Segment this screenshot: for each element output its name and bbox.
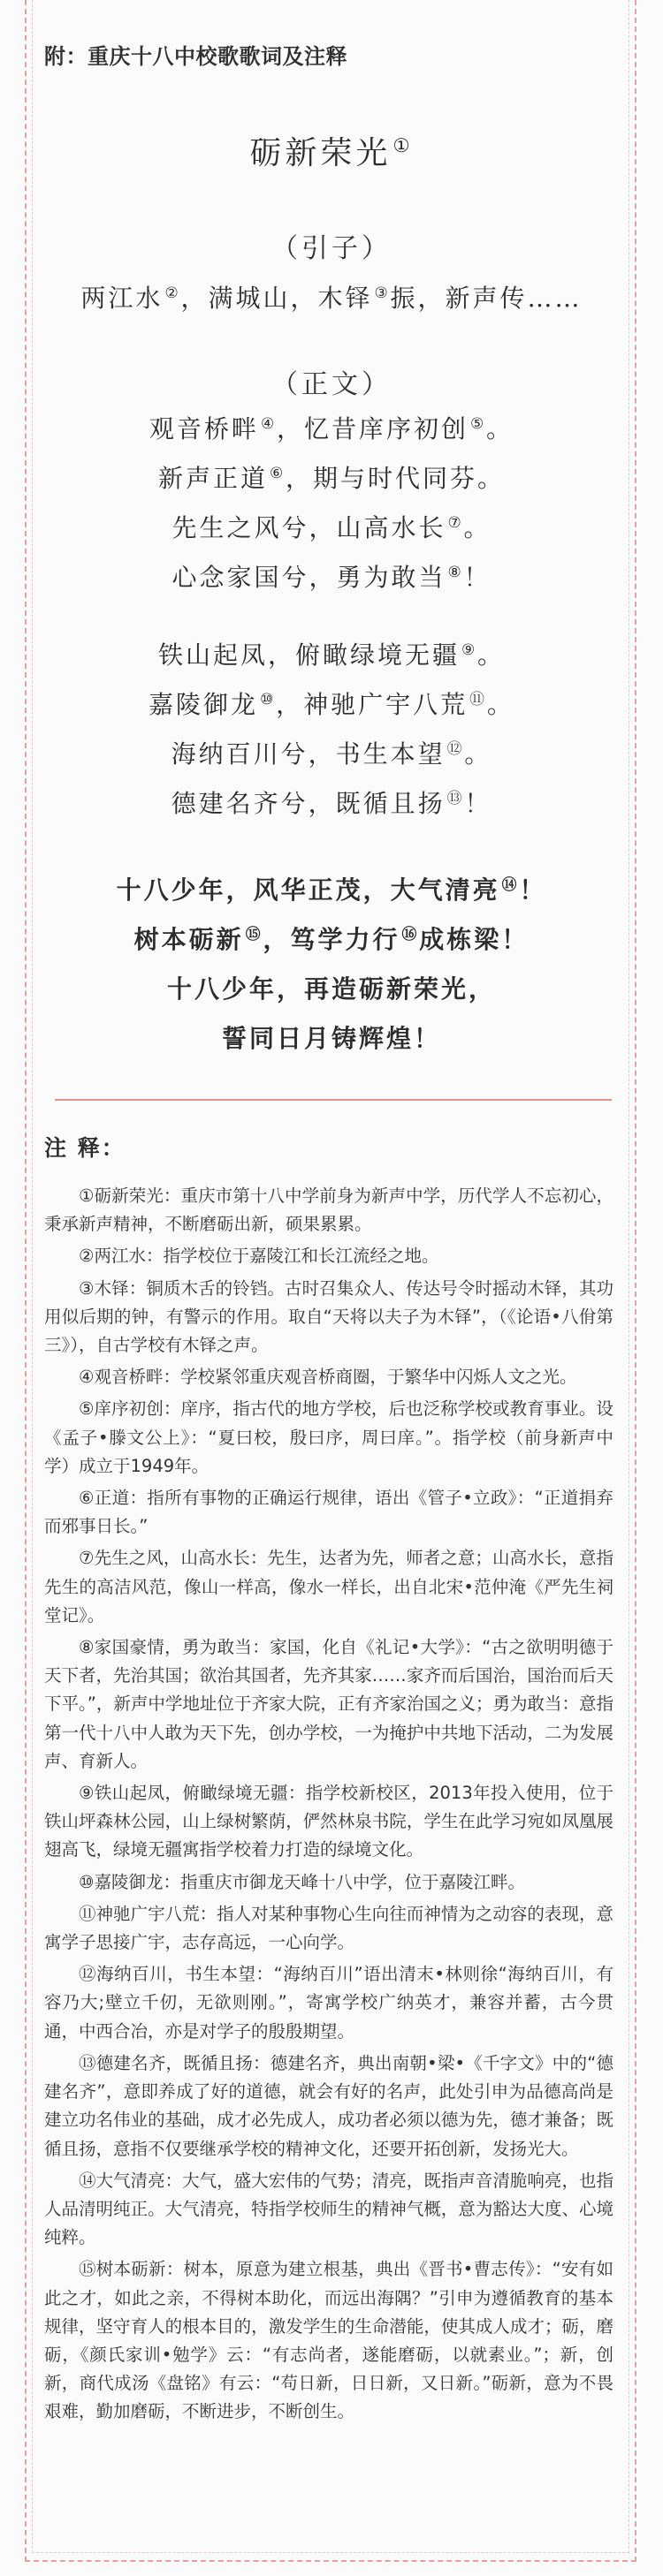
footnote-mark: ⑥ — [269, 463, 286, 481]
note-item: ⑩嘉陵御龙：指重庆市御龙天峰十八中学，位于嘉陵江畔。 — [79, 1871, 525, 1892]
note-item: ⑪神驰广宇八荒：指人对某种事物心生向往而神情为之动容的表现，意寓学子思接广宇，志存高远，一心向学。 — [44, 1903, 613, 1953]
lyric-text: 十八少年，再造砺新荣光， — [166, 974, 496, 1004]
intro-line — [44, 274, 619, 323]
lyric-text: 嘉陵御龙 — [149, 690, 259, 719]
stanza-1 — [44, 405, 619, 602]
lyric-line — [44, 730, 619, 779]
lyric-text: 海纳百川兮，书生本望 — [171, 739, 446, 769]
footnote-mark: ⑨ — [461, 640, 478, 658]
lyric-line — [44, 631, 619, 680]
lyric-text: 。 — [486, 690, 514, 719]
lyric-text: ，满城山，木铎 — [180, 284, 373, 313]
lyric-text: ！ — [464, 789, 492, 818]
lyric-text: 两江水 — [80, 284, 164, 313]
note-item: ④观音桥畔：学校紧邻重庆观音桥商圈，于繁华中闪烁人文之光。 — [79, 1367, 577, 1388]
document-content — [44, 0, 619, 2430]
lyric-text: ，期与时代同芬。 — [286, 464, 506, 493]
footnote-mark: ⑤ — [470, 413, 487, 432]
note-item: ①砺新荣光：重庆市第十八中学前身为新声中学，历代学人不忘初心，秉承新声精神，不断磨砺出新，硕果累累。 — [44, 1186, 613, 1235]
footnote-mark: ⑦ — [447, 512, 464, 531]
lyric-text: 。 — [463, 513, 492, 542]
lyric-line — [44, 866, 619, 915]
lyric-text: ，忆昔庠序初创 — [276, 414, 469, 443]
footnote-mark: ⑭ — [501, 875, 520, 893]
note-item: ⑨铁山起凤，俯瞰绿境无疆：指学校新校区，2013年投入使用，位于铁山坪森林公园，山上绿树繁荫，俨然林泉书院，学生在此学习宛如凤凰展翅高飞，绿境无疆寓指学校着力打造的绿境文化。 — [44, 1783, 613, 1860]
lyric-text: ！ — [463, 563, 492, 592]
note-item: ⑧家国豪情，勇为敢当：家国，化自《礼记•大学》：“古之欲明明德于天下者，先治其国；欲治其国者，先齐其家……家齐而后国治，国治而后天下平。”，新声中学地址位于齐家大院，正有齐家治国之义；勇为敢当：意指第一代十八中人敢为天下先，创办学校，一为掩护中共地下活动，二为发展声、育新人。 — [44, 1637, 613, 1771]
lyric-text: 心念家国兮，勇为敢当 — [171, 563, 446, 592]
footnote-mark: ① — [392, 135, 414, 157]
song-title — [44, 128, 619, 173]
lyric-text: 成栋梁！ — [419, 925, 530, 954]
lyric-text: 。 — [464, 739, 492, 769]
footnote-mark: ⑧ — [447, 562, 464, 580]
main-heading: （正文） — [271, 369, 392, 400]
note-item: ⑥正道：指所有事物的正确运行规律，语出《管子•立政》：“正道捐弃而邪事日长。” — [44, 1488, 613, 1537]
intro-heading: （引子） — [271, 233, 392, 264]
lyric-text: ，笃学力行 — [263, 925, 400, 954]
lyric-line — [44, 915, 619, 965]
header-note: 附：重庆十八中校歌歌词及注释 — [44, 44, 347, 69]
note-item: ⑬德建名齐，既循且扬：德建名齐，典出南朝•梁•《千字文》中的“德建名齐”，意即养成了好的道德，就会有好的名声，此处引申为品德高尚是建立功名伟业的基础，成才必先成人，成功者必须以德为先，德才兼备；既循且扬，意指不仅要继承学校的精神文化，还要开拓创新，发扬光大。 — [44, 2052, 613, 2159]
stanza-2 — [44, 631, 619, 829]
lyric-text: 十八少年，风华正茂，大气清亮 — [116, 875, 500, 905]
stanza-3 — [44, 866, 619, 1064]
lyric-line — [44, 779, 619, 829]
note-item: ⑭大气清亮：大气，盛大宏伟的气势；清亮，既指声音清脆响亮，也指人品清明纯正。大气清亮，特指学校师生的精神气概，意为豁达大度、心境纯粹。 — [44, 2170, 613, 2248]
note-item: ⑤庠序初创：庠序，指古代的地方学校，后也泛称学校或教育事业。设《孟子•滕文公上》：“夏曰校，殷曰序，周曰庠。”。指学校（前身新声中学）成立于1949年。 — [44, 1398, 613, 1476]
notes-title: 注 释： — [44, 1135, 126, 1161]
footnote-mark: ③ — [374, 283, 391, 301]
footnote-mark: ⑪ — [469, 689, 487, 708]
note-item: ⑮树本砺新：树本，原意为建立根基，典出《晋书•曹志传》：“安有如此之才，如此之亲，不得树本助化，而远出海隅？”引申为遵循教育的基本规律，坚守育人的根本目的，激发学生的生命潜能，使其成人成才；砺，磨砺，《颜氏家训•勉学》云：“有志尚者，遂能磨砺，以就素业。”；新，创新，商代成汤《盘铭》有云：“苟日新，日日新，又日新。”砺新，意为不畏艰难，勤加磨砺，不断进步，不断创生。 — [44, 2259, 613, 2422]
note-item: ⑫海纳百川，书生本望：“海纳百川”语出清末•林则徐“海纳百川，有容乃大;壁立千仞，无欲则刚。”，寄寓学校广纳英才，兼容并蓄，古今贯通，中西合冶，亦是对学子的殷殷期望。 — [44, 1964, 613, 2042]
lyric-line — [44, 680, 619, 730]
footnote-mark: ⑮ — [245, 924, 263, 943]
lyric-text: 振，新声传…… — [390, 284, 583, 313]
lyric-text: 。 — [486, 414, 514, 443]
lyric-text: 观音桥畔 — [149, 414, 259, 443]
lyric-text: ！ — [519, 875, 547, 905]
note-item: ②两江水：指学校位于嘉陵江和长江流经之地。 — [79, 1246, 439, 1267]
footnote-mark: ④ — [260, 413, 277, 432]
lyric-line — [44, 553, 619, 602]
note-item: ③木铎：铜质木舌的铃铛。古时召集众人、传达号令时摇动木铎，其功用似后期的钟，有警示的作用。取自“天将以夫子为木铎”，（《论语•八佾第三》），自古学校有木铎之声。 — [44, 1277, 613, 1356]
lyric-text: 德建名齐兮，既循且扬 — [171, 789, 446, 818]
lyric-line — [44, 405, 619, 454]
lyric-text: 先生之风兮，山高水长 — [171, 513, 446, 542]
lyric-text: ，神驰广宇八荒 — [276, 690, 469, 719]
lyric-line — [44, 504, 619, 553]
lyric-text: 树本砺新 — [133, 925, 244, 954]
song-title-text: 砺新荣光 — [249, 135, 392, 171]
lyric-line — [44, 965, 619, 1014]
footnote-mark: ② — [164, 283, 181, 301]
footnote-mark: ⑩ — [260, 689, 277, 708]
footnote-mark: ⑯ — [401, 924, 420, 943]
section-divider — [55, 1099, 612, 1101]
lyric-line — [44, 454, 619, 504]
lyric-text: 铁山起凤，俯瞰绿境无疆 — [157, 640, 460, 670]
lyric-text: 。 — [477, 640, 506, 670]
note-item: ⑦先生之风，山高水长：先生，达者为先，师者之意；山高水长，意指先生的高洁风范，像山一样高，像水一样长，出自北宋•范仲淹《严先生祠堂记》。 — [44, 1548, 613, 1625]
lyric-text: 新声正道 — [157, 464, 268, 493]
footnote-mark: ⑬ — [446, 788, 465, 807]
lyric-text: 誓同日月铸辉煌！ — [221, 1024, 441, 1053]
footnote-mark: ⑫ — [446, 739, 465, 757]
notes-list — [44, 1182, 619, 2427]
lyric-line — [44, 1014, 619, 1064]
